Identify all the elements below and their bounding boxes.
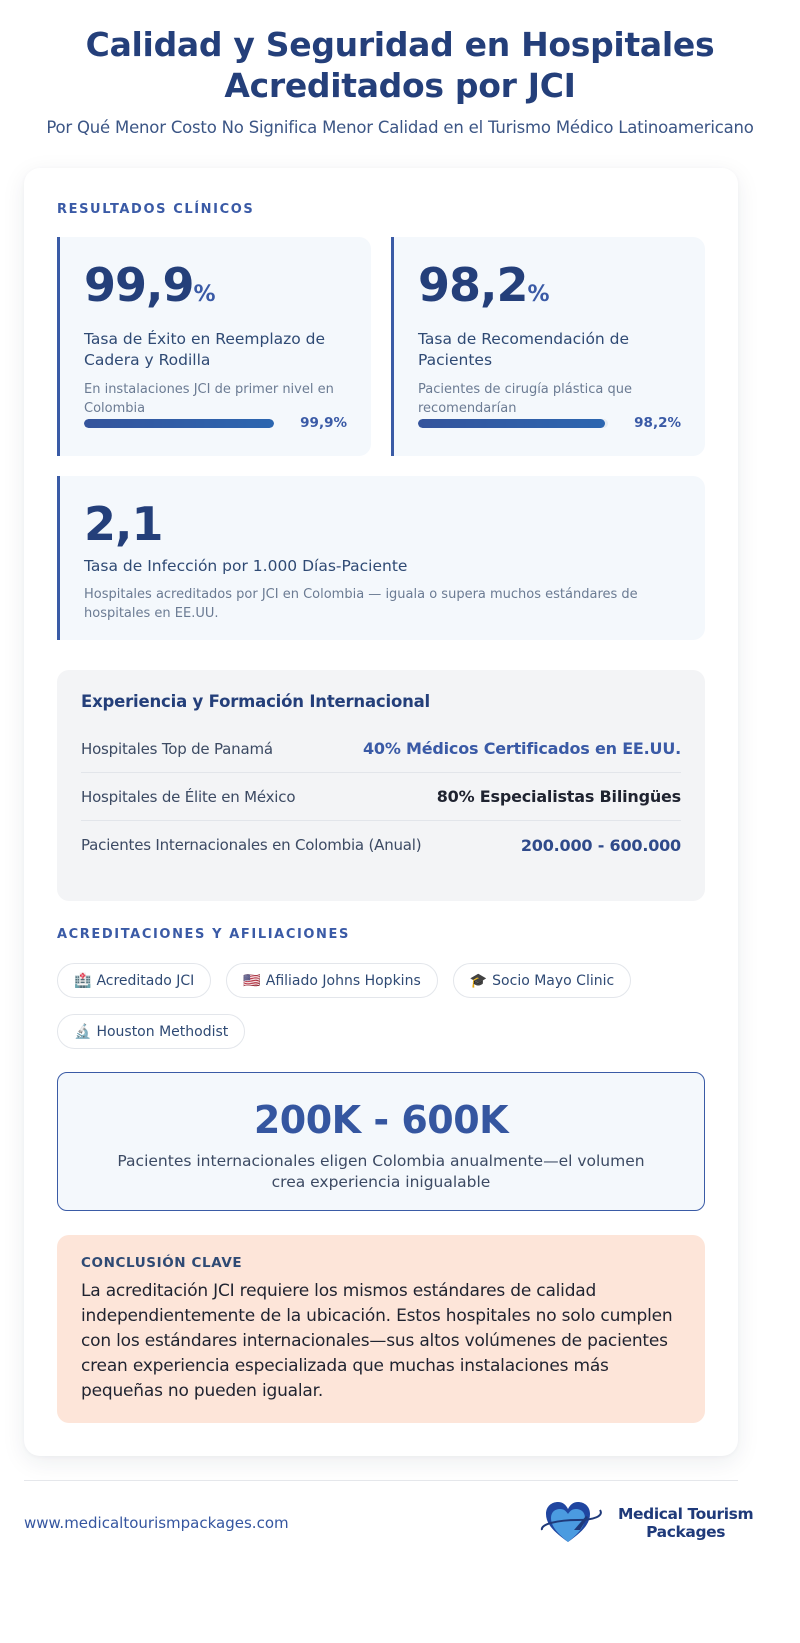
experience-title: Experiencia y Formación Internacional [81, 692, 431, 711]
stat-value: 98,2% [418, 258, 550, 312]
pill-label: Acreditado JCI [96, 972, 195, 989]
stat-description: Pacientes de cirugía plástica que recomendarían [418, 382, 632, 416]
progress-fill [84, 419, 274, 428]
pill-label: Houston Methodist [96, 1023, 229, 1040]
experience-row [81, 821, 681, 869]
highlight-value: 200K - 600K [253, 1098, 509, 1142]
stat-value: 2,1 [84, 497, 163, 551]
graduation-cap-icon: 🎓 [469, 972, 488, 989]
pill-houston-methodist [57, 1014, 245, 1049]
stat-unit: % [527, 282, 550, 307]
progress-track [84, 419, 274, 428]
pill-johns-hopkins [226, 963, 437, 998]
pill-label: Socio Mayo Clinic [492, 972, 615, 989]
experience-row [81, 725, 681, 773]
us-flag-icon: 🇺🇸 [243, 972, 261, 989]
experience-row [81, 773, 681, 821]
experience-key: Hospitales Top de Panamá [81, 739, 273, 758]
key-conclusion [57, 1235, 705, 1423]
patient-volume-highlight [57, 1072, 705, 1211]
stat-description: Hospitales acreditados por JCI en Colombia — iguala o supera muchos estándares de hospitales en EE.UU. [84, 587, 638, 621]
conclusion-text: La acreditación JCI requiere los mismos estándares de calidad independientemente de la ubicación. Estos hospitales no solo cumplen con los estándares internacionales—sus altos volúmenes de pacientes crean experiencia especializada que muchas instalaciones más pequeñas no pueden igualar. [81, 1281, 673, 1401]
accreditation-pills [57, 963, 707, 1049]
progress-fill [418, 419, 605, 428]
main-card [24, 168, 738, 1456]
clinical-results-label: RESULTADOS CLÍNICOS [57, 202, 255, 217]
microscope-icon: 🔬 [74, 1023, 92, 1040]
footer-divider [24, 1480, 738, 1481]
title-line-2: Acreditados por JCI [224, 66, 576, 105]
progress-bar-row [84, 415, 347, 431]
pill-label: Afiliado Johns Hopkins [265, 972, 421, 989]
hospital-icon: 🏥 [74, 972, 92, 989]
stat-description: En instalaciones JCI de primer nivel en Colombia [84, 382, 334, 416]
page-subtitle: Por Qué Menor Costo No Significa Menor Calidad en el Turismo Médico Latinoamericano [46, 118, 754, 137]
page-header [0, 0, 800, 137]
progress-bar-row [418, 415, 681, 431]
page-title [0, 24, 800, 106]
stat-unit: % [193, 282, 216, 307]
progress-track [418, 419, 608, 428]
progress-percent: 98,2% [634, 415, 681, 431]
stat-card-infection-rate [57, 476, 705, 640]
experience-key: Hospitales de Élite en México [81, 787, 296, 806]
conclusion-label: CONCLUSIÓN CLAVE [81, 1255, 243, 1271]
experience-value: 80% Especialistas Bilingües [436, 787, 681, 806]
website-link[interactable]: www.medicaltourismpackages.com [24, 1514, 289, 1532]
title-line-1: Calidad y Seguridad en Hospitales [85, 25, 715, 64]
progress-percent: 99,9% [300, 415, 347, 431]
experience-key: Pacientes Internacionales en Colombia (Anual) [81, 836, 422, 854]
stat-card-recommendation [391, 237, 705, 456]
pill-jci [57, 963, 211, 998]
experience-value: 200.000 - 600.000 [520, 835, 681, 855]
pill-mayo-clinic [453, 963, 631, 998]
logo-text: Medical Tourism Packages [618, 1505, 754, 1541]
heart-plane-logo-icon [538, 1500, 610, 1546]
stat-label: Tasa de Recomendación de Pacientes [418, 330, 630, 369]
highlight-text: Pacientes internacionales eligen Colombia anualmente—el volumen crea experiencia inigualable [117, 1152, 645, 1191]
experience-list [81, 725, 681, 869]
stat-card-hip-knee [57, 237, 371, 456]
stat-value: 99,9% [84, 258, 216, 312]
accreditations-label: ACREDITACIONES Y AFILIACIONES [57, 927, 350, 942]
experience-value: 40% Médicos Certificados en EE.UU. [362, 739, 681, 758]
brand-logo [538, 1500, 753, 1546]
stat-label: Tasa de Éxito en Reemplazo de Cadera y Rodilla [84, 330, 326, 369]
stat-label: Tasa de Infección por 1.000 Días-Paciente [84, 557, 408, 575]
experience-panel [57, 670, 705, 901]
